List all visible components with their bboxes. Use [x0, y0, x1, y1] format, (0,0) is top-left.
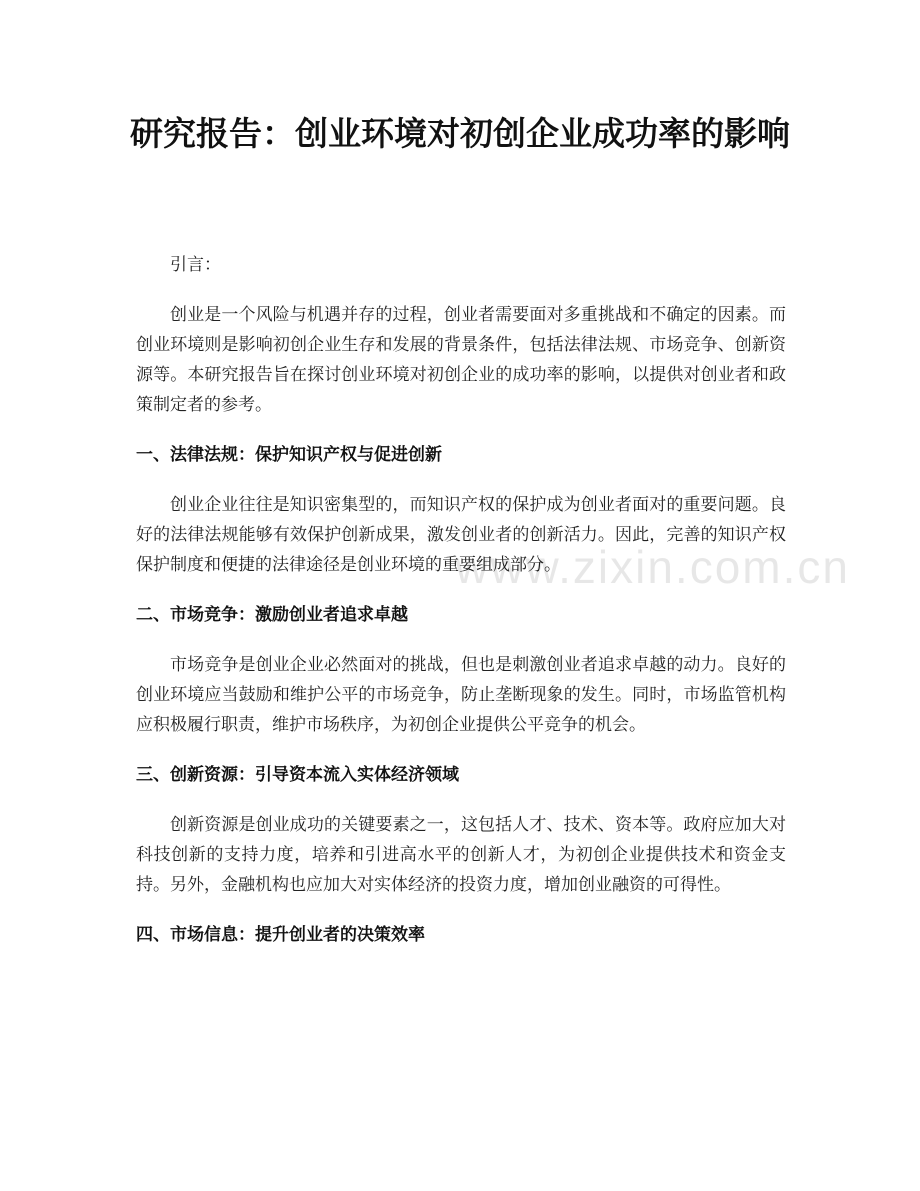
intro-paragraph: 创业是一个风险与机遇并存的过程，创业者需要面对多重挑战和不确定的因素。而创业环境则是影响初创企业生存和发展的背景条件，包括法律法规、市场竞争、创新资源等。本研究报告旨在探讨创业环境对初创企业的成功率的影响，以提供对创业者和政策制定者的参考。	[136, 305, 786, 415]
section-heading-legal: 一、法律法规：保护知识产权与促进创新	[136, 445, 442, 465]
section-paragraph-innovation: 创新资源是创业成功的关键要素之一，这包括人才、技术、资本等。政府应加大对科技创新的支持力度，培养和引进高水平的创新人才，为初创企业提供技术和资金支持。另外，金融机构也应加大对实体经济的投资力度，增加创业融资的可得性。	[136, 815, 786, 895]
section-heading-market-info: 四、市场信息：提升创业者的决策效率	[136, 925, 425, 945]
intro-label: 引言：	[170, 255, 221, 275]
watermark: www.zixin.com.cn	[455, 541, 850, 593]
section-heading-competition: 二、市场竞争：激励创业者追求卓越	[136, 605, 408, 625]
section-paragraph-competition: 市场竞争是创业企业必然面对的挑战，但也是刺激创业者追求卓越的动力。良好的创业环境应当鼓励和维护公平的市场竞争，防止垄断现象的发生。同时，市场监管机构应积极履行职责，维护市场秩序，为初创企业提供公平竞争的机会。	[136, 655, 786, 735]
document-title: 研究报告：创业环境对初创企业成功率的影响	[130, 114, 790, 153]
section-paragraph-legal: 创业企业往往是知识密集型的，而知识产权的保护成为创业者面对的重要问题。良好的法律法规能够有效保护创新成果，激发创业者的创新活力。因此，完善的知识产权保护制度和便捷的法律途径是创业环境的重要组成部分。	[136, 495, 786, 575]
section-heading-innovation: 三、创新资源：引导资本流入实体经济领域	[136, 765, 459, 785]
document-body	[136, 250, 786, 970]
